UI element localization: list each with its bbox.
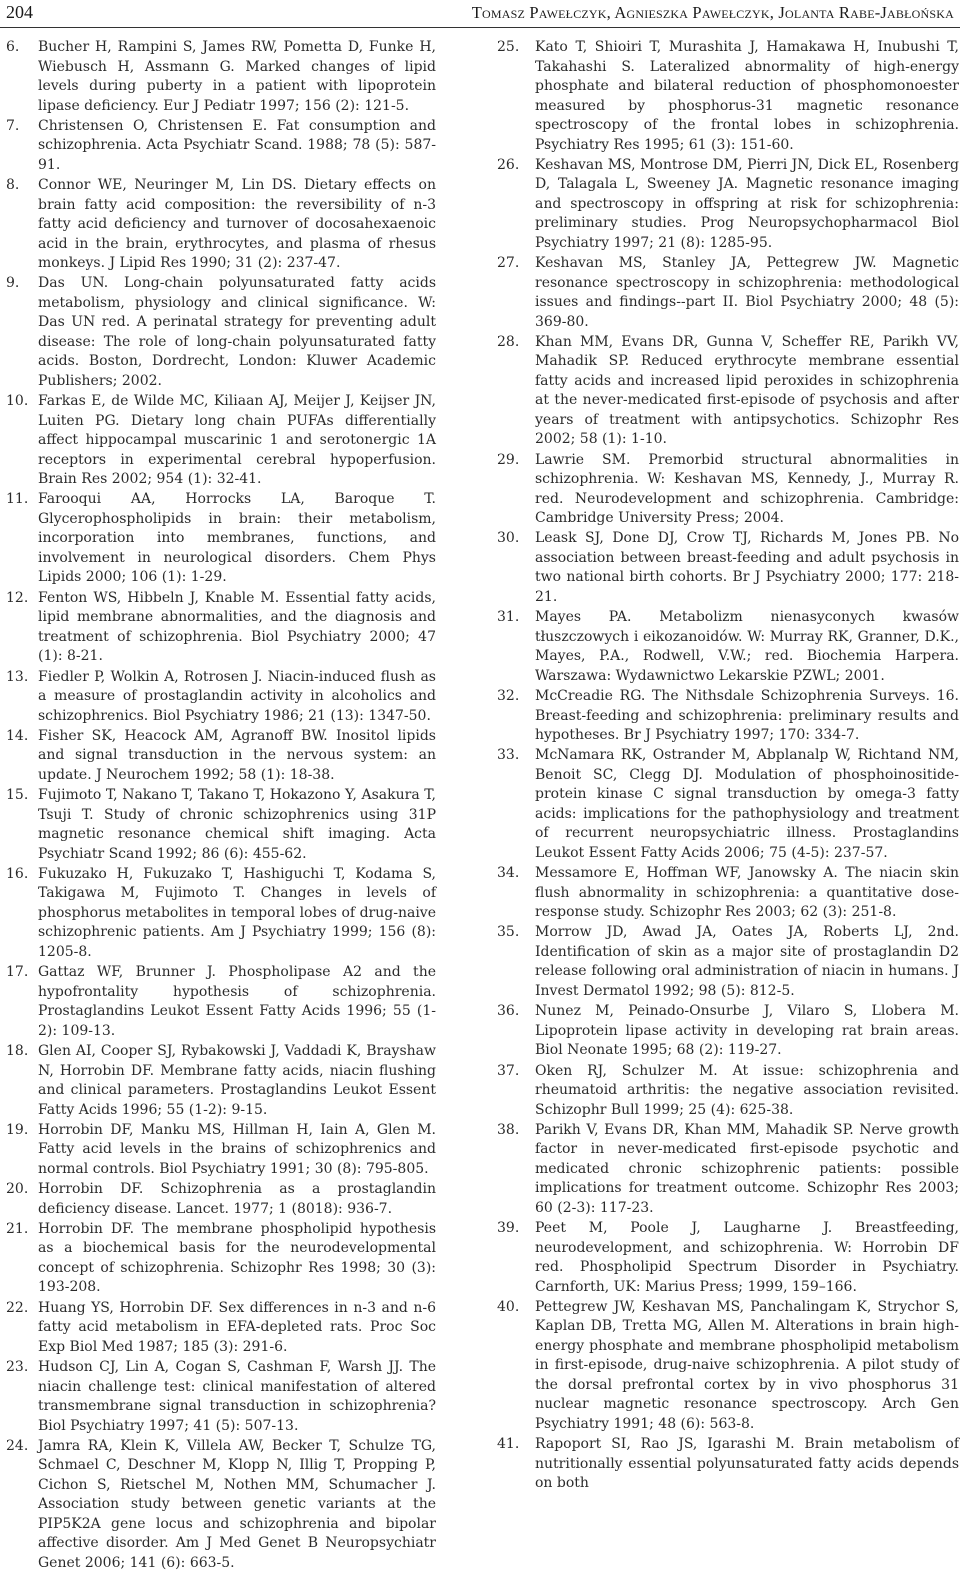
reference-text: Fukuzako H, Fukuzako T, Hashiguchi T, Kodama S, Takigawa M, Fujimoto T. Changes in levels of phosphorus metabolites in temporal lobes of drug-naive schizophrenic patients. Am J Psychiatry 1999; 156 (8): 1205-8. — [38, 865, 436, 960]
reference-number: 36. — [497, 1003, 520, 1020]
reference-text: Kato T, Shioiri T, Murashita J, Hamakawa H, Inubushi T, Takahashi S. Lateralized abnormality of high-energy phosphate and bilateral reduction of phosphomonoester measured by phosphorus-31 magnetic resonance spectroscopy of the frontal lobes in schizophrenia. Psychiatry Res 1995; 61 (3): 151-60. — [535, 39, 959, 153]
reference-entry — [497, 746, 959, 863]
reference-text: Leask SJ, Done DJ, Crow TJ, Richards M, Jones PB. No association between breast-feeding and adult psychosis in two national birth cohorts. Br J Psychiatry 2000; 177: 218-21. — [535, 530, 959, 605]
reference-entry — [6, 589, 436, 667]
reference-entry — [497, 156, 959, 254]
reference-text: Khan MM, Evans DR, Gunna V, Scheffer RE, Parikh VV, Mahadik SP. Reduced erythrocyte membrane essential fatty acids and increased lipid peroxides in schizophrenia at the never-medicated first-episode of psychosis and after years of treatment with antipsychotics. Schizophr Res 2002; 58 (1): 1-10. — [535, 333, 959, 448]
page-number: 204 — [6, 2, 33, 22]
reference-entry — [6, 668, 436, 727]
reference-text: Gattaz WF, Brunner J. Phospholipase A2 and the hypofrontality hypothesis of schizophrenia. Prostaglandins Leukot Essent Fatty Acids 1996; 55 (1-2): 109-13. — [38, 964, 436, 1039]
references-column-right — [497, 38, 959, 1495]
reference-number: 25. — [497, 39, 520, 55]
reference-text: Horrobin DF. The membrane phospholipid hypothesis as a biochemical basis for the neurodevelopmental concept of schizophrenia. Schizophr Res 1998; 30 (3): 193-208. — [38, 1220, 436, 1296]
reference-number: 29. — [497, 451, 520, 468]
reference-text: Connor WE, Neuringer M, Lin DS. Dietary effects on brain fatty acid composition: the reversibility of n-3 fatty acid deficiency and turnover of docosahexaenoic acid in the brain, erythrocytes, and plasma of rhesus monkeys. J Lipid Res 1990; 31 (2): 237-47. — [38, 177, 436, 272]
reference-text: McNamara RK, Ostrander M, Abplanalp W, Richtand NM, Benoit SC, Clegg DJ. Modulation of phosphoinositide-protein kinase C signal transduction by omega-3 fatty acids: implications for the pathophysiology and treatment of recurrent neuropsychiatric illness. Prostaglandins Leukot Essent Fatty Acids 2006; 75 (4-5): 237-57. — [535, 747, 959, 861]
reference-number: 16. — [6, 865, 29, 882]
reference-number: 10. — [6, 393, 29, 410]
reference-text: Farkas E, de Wilde MC, Kiliaan AJ, Meijer J, Keijser JN, Luiten PG. Dietary long chain PUFAs differentially affect hippocampal muscarinic 1 and serotonergic 1A receptors in experimental cerebral hypoperfusion. Brain Res 2002; 954 (1): 32-41. — [38, 393, 436, 488]
reference-number: 7. — [6, 117, 20, 134]
reference-text: Horrobin DF, Manku MS, Hillman H, Iain A, Glen M. Fatty acid levels in the brains of schizophrenics and normal controls. Biol Psychiatry 1991; 30 (8): 795-805. — [38, 1121, 436, 1177]
reference-number: 21. — [6, 1220, 29, 1237]
reference-text: Fiedler P, Wolkin A, Rotrosen J. Niacin-induced flush as a measure of prostaglandin activity in alcoholics and schizophrenics. Biol Psychiatry 1986; 21 (13): 1347-50. — [38, 668, 436, 724]
reference-number: 27. — [497, 255, 520, 272]
reference-entry — [6, 490, 436, 588]
reference-number: 34. — [497, 865, 520, 882]
reference-entry — [497, 333, 959, 450]
reference-entry — [497, 254, 959, 332]
reference-number: 18. — [6, 1043, 29, 1060]
reference-text: Huang YS, Horrobin DF. Sex differences in n-3 and n-6 fatty acid metabolism in EFA-depleted rats. Proc Soc Exp Biol Med 1987; 185 (3): 291-6. — [38, 1299, 436, 1355]
reference-text: Mayes PA. Metabolizm nienasyconych kwasów tłuszczowych i eikozanoidów. W: Murray RK, Granner, D.K., Mayes, P.A., Rodwell, V.W.; red. Biochemia Harpera. Warszawa: Wydawnictwo Lekarskie PZWL; 2001. — [535, 609, 959, 684]
reference-number: 9. — [6, 275, 20, 292]
reference-text: Jamra RA, Klein K, Villela AW, Becker T, Schulze TG, Schmael C, Deschner M, Klopp N, Illig T, Propping P, Cichon S, Rietschel M, Nothen MM, Schumacher J. Association study between genetic variants at the PIP5K2A gene locus and schizophrenia and bipolar affective disorder. Am J Med Genet B Neuropsychiatr Genet 2006; 141 (6): 663-5. — [38, 1437, 436, 1571]
reference-entry — [6, 963, 436, 1041]
reference-number: 39. — [497, 1220, 520, 1237]
reference-number: 19. — [6, 1121, 29, 1138]
reference-text: Fisher SK, Heacock AM, Agranoff BW. Inositol lipids and signal transduction in the nervous system: an update. J Neurochem 1992; 58 (1): 18-38. — [38, 727, 436, 783]
header-rule — [0, 27, 960, 28]
reference-number: 28. — [497, 333, 520, 350]
reference-number: 22. — [6, 1299, 29, 1316]
reference-number: 6. — [6, 39, 20, 55]
reference-number: 38. — [497, 1121, 520, 1138]
reference-entry — [6, 117, 436, 176]
reference-text: Lawrie SM. Premorbid structural abnormalities in schizophrenia. W: Keshavan MS, Kennedy, J., Murray R. red. Neurodevelopment and schizophrenia. Cambridge: Cambridge University Press; 2004. — [535, 451, 959, 527]
reference-number: 40. — [497, 1298, 520, 1315]
reference-entry — [6, 274, 436, 391]
reference-number: 23. — [6, 1359, 29, 1376]
reference-text: Parikh V, Evans DR, Khan MM, Mahadik SP. Nerve growth factor in never-medicated first-episode psychotic and medicated chronic schizophrenic patients: possible implications for treatment outcome. Schizophr Res 2003; 60 (2-3): 117-23. — [535, 1121, 959, 1216]
reference-number: 8. — [6, 177, 20, 194]
reference-number: 14. — [6, 727, 29, 744]
reference-entry — [6, 1042, 436, 1120]
reference-entry — [497, 1002, 959, 1061]
reference-entry — [497, 38, 959, 155]
reference-entry — [497, 923, 959, 1001]
reference-entry — [497, 529, 959, 607]
reference-text: Christensen O, Christensen E. Fat consumption and schizophrenia. Acta Psychiatr Scand. 1988; 78 (5): 587-91. — [38, 117, 436, 173]
reference-entry — [6, 1180, 436, 1219]
reference-text: Oken RJ, Schulzer M. At issue: schizophrenia and rheumatoid arthritis: the negative association revisited. Schizophr Bull 1999; 25 (4): 625-38. — [535, 1062, 959, 1118]
reference-number: 11. — [6, 491, 29, 508]
reference-entry — [497, 1219, 959, 1297]
reference-entry — [497, 864, 959, 923]
reference-text: Hudson CJ, Lin A, Cogan S, Cashman F, Warsh JJ. The niacin challenge test: clinical manifestation of altered transmembrane signal transduction in schizophrenia? Biol Psychiatry 1997; 41 (5): 507-13. — [38, 1359, 436, 1434]
reference-entry — [497, 1435, 959, 1494]
reference-number: 12. — [6, 589, 29, 606]
reference-text: Messamore E, Hoffman WF, Janowsky A. The niacin skin flush abnormality in schizophrenia: a quantitative dose-response study. Schizophr Res 2003; 62 (3): 251-8. — [535, 865, 959, 921]
reference-entry — [6, 176, 436, 274]
reference-number: 41. — [497, 1436, 520, 1453]
reference-number: 31. — [497, 609, 520, 626]
reference-entry — [497, 451, 959, 529]
reference-text: Fenton WS, Hibbeln J, Knable M. Essential fatty acids, lipid membrane abnormalities, and the diagnosis and treatment of schizophrenia. Biol Psychiatry 2000; 47 (1): 8-21. — [38, 589, 436, 665]
reference-entry — [6, 727, 436, 786]
reference-entry — [6, 38, 436, 116]
reference-number: 24. — [6, 1437, 29, 1454]
reference-entry — [497, 1121, 959, 1219]
reference-entry — [6, 1220, 436, 1298]
reference-number: 30. — [497, 530, 520, 547]
reference-entry — [6, 1437, 436, 1574]
reference-text: Pettegrew JW, Keshavan MS, Panchalingam K, Strychor S, Kaplan DB, Tretta MG, Allen M. Alterations in brain high-energy phosphate and membrane phospholipid metabolism in first-episode, drug-naive schizophrenia. A pilot study of the dorsal prefrontal cortex by in vivo phosphorus 31 nuclear magnetic resonance spectroscopy. Arch Gen Psychiatry 1991; 48 (6): 563-8. — [535, 1298, 959, 1432]
reference-number: 15. — [6, 787, 29, 804]
reference-text: Fujimoto T, Nakano T, Takano T, Hokazono Y, Asakura T, Tsuji T. Study of chronic schizophrenics using 31P magnetic resonance chemical shift imaging. Acta Psychiatr Scand 1992; 86 (6): 455-62. — [38, 787, 436, 862]
reference-entry — [6, 786, 436, 864]
reference-text: Peet M, Poole J, Laugharne J. Breastfeeding, neurodevelopment, and schizophrenia. W: Horrobin DF red. Phospholipid Spectrum Disorder in Psychiatry. Carnforth, UK: Marius Press; 1999, 159–166. — [535, 1220, 959, 1295]
page-header — [0, 0, 960, 28]
reference-number: 37. — [497, 1062, 520, 1079]
reference-number: 35. — [497, 924, 520, 941]
reference-entry — [6, 392, 436, 490]
reference-text: Keshavan MS, Montrose DM, Pierri JN, Dick EL, Rosenberg D, Talagala L, Sweeney JA. Magnetic resonance imaging and spectroscopy in offspring at risk for schizophrenia: preliminary studies. Prog Neuropsychopharmacol Biol Psychiatry 1997; 21 (8): 1285-95. — [535, 156, 959, 251]
reference-number: 13. — [6, 668, 29, 685]
reference-text: Keshavan MS, Stanley JA, Pettegrew JW. Magnetic resonance spectroscopy in schizophrenia: methodological issues and findings--part II. Biol Psychiatry 2000; 48 (5): 369-80. — [535, 255, 959, 330]
reference-text: Glen AI, Cooper SJ, Rybakowski J, Vaddadi K, Brayshaw N, Horrobin DF. Membrane fatty acids, niacin flushing and clinical parameters. Prostaglandins Leukot Essent Fatty Acids 1996; 55 (1-2): 9-15. — [38, 1043, 436, 1118]
reference-number: 33. — [497, 747, 520, 764]
reference-text: Morrow JD, Awad JA, Oates JA, Roberts LJ, 2nd. Identification of skin as a major site of prostaglandin D2 release following oral administration of niacin in humans. J Invest Dermatol 1992; 98 (5): 812-5. — [535, 924, 959, 999]
reference-number: 20. — [6, 1181, 29, 1198]
reference-entry — [497, 1062, 959, 1121]
reference-number: 26. — [497, 156, 520, 173]
reference-text: Horrobin DF. Schizophrenia as a prostaglandin deficiency disease. Lancet. 1977; 1 (8018): 936-7. — [38, 1181, 436, 1217]
running-head-authors: Tomasz Pawełczyk, Agnieszka Pawełczyk, Jolanta Rabe-Jabłońska — [471, 3, 954, 22]
reference-entry — [497, 1298, 959, 1435]
reference-text: Rapoport SI, Rao JS, Igarashi M. Brain metabolism of nutritionally essential polyunsaturated fatty acids depends on both — [535, 1436, 959, 1492]
reference-text: Farooqui AA, Horrocks LA, Baroque T. Glycerophospholipids in brain: their metabolism, incorporation into membranes, functions, and involvement in neurological disorders. Chem Phys Lipids 2000; 106 (1): 1-29. — [38, 491, 436, 586]
reference-number: 32. — [497, 688, 520, 705]
reference-entry — [6, 1299, 436, 1358]
reference-entry — [6, 1121, 436, 1180]
reference-entry — [497, 687, 959, 746]
reference-entry — [6, 1358, 436, 1436]
reference-text: Das UN. Long-chain polyunsaturated fatty acids metabolism, physiology and clinical significance. W: Das UN red. A perinatal strategy for preventing adult disease: The role of long-chain polyunsaturated fatty acids. Boston, Dordrecht, London: Kluwer Academic Publishers; 2002. — [38, 275, 436, 389]
reference-text: Nunez M, Peinado-Onsurbe J, Vilaro S, Llobera M. Lipoprotein lipase activity in developing rat brain areas. Biol Neonate 1995; 68 (2): 119-27. — [535, 1003, 959, 1059]
reference-number: 17. — [6, 964, 29, 981]
reference-text: Bucher H, Rampini S, James RW, Pometta D, Funke H, Wiebusch H, Assmann G. Marked changes of lipid levels during puberty in a patient with lipoprotein lipase deficiency. Eur J Pediatr 1997; 156 (2): 121-5. — [38, 39, 436, 114]
references-column-left — [6, 38, 436, 1574]
reference-text: McCreadie RG. The Nithsdale Schizophrenia Surveys. 16. Breast-feeding and schizophrenia: preliminary results and hypotheses. Br J Psychiatry 1997; 170: 334-7. — [535, 688, 959, 744]
reference-entry — [6, 865, 436, 963]
reference-entry — [497, 608, 959, 686]
